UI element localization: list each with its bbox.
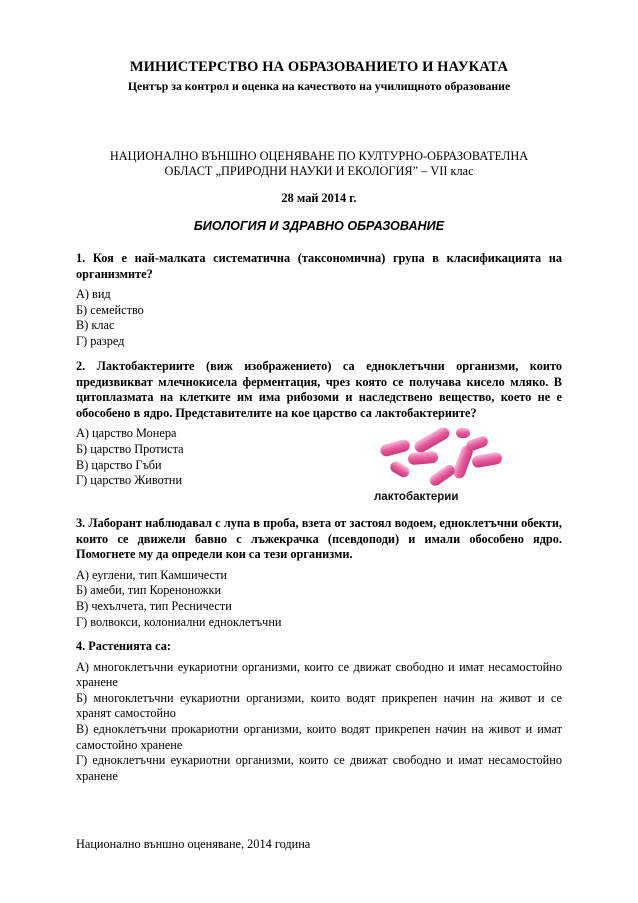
ministry-title: МИНИСТЕРСТВО НА ОБРАЗОВАНИЕТО И НАУКАТА [129,59,509,75]
bacteria-rods [379,425,503,488]
answer-option: В) клас [76,318,115,333]
answer-option: Г) царство Животни [76,473,183,488]
answer-list [76,287,562,349]
answer-option: В) царство Гъби [76,457,162,472]
answer-option: Г) разред [76,333,125,348]
question-1 [76,251,562,350]
subject-title: БИОЛОГИЯ И ЗДРАВНО ОБРАЗОВАНИЕ [193,219,445,233]
center-subtitle: Център за контрол и оценка на качеството на училищното образование [127,79,511,93]
answer-option: В) чехълчета, тип Ресничести [76,598,232,613]
question-text: 1. Коя е най-малката систематична (таксономична) група в класификацията на организмите? [76,251,562,281]
exam-date: 28 май 2014 г. [281,191,357,205]
image-caption: лактобактерии [374,491,459,503]
answer-option: Б) царство Протиста [76,441,184,456]
answer-option: В) едноклетъчни прокариотни организми, които водят прикрепен начин на живот и имат самостойно хранене [76,721,562,752]
question-text: 4. Растенията са: [76,639,172,653]
question-text: 2. Лактобактериите (виж изображението) са едноклетъчни организми, които предизвикват млечнокисела ферментация, чрез която се получава кисело мляко. В цитоплазмата на клетките им има рибозоми и наследствено вещество, което не е обособено в ядро. Представителите на кое царство са лактобактериите? [76,359,562,420]
answer-option: Г) волвокси, колониални едноклетъчни [76,614,282,629]
answer-option: А) царство Монера [76,426,177,441]
answer-list [76,660,562,785]
answer-list [76,568,562,630]
exam-title-line1: НАЦИОНАЛНО ВЪНШНО ОЦЕНЯВАНЕ ПО КУЛТУРНО-ОБРАЗОВАТЕЛНА [109,149,529,163]
answer-option: Б) семейство [76,302,144,317]
answer-option: Б) многоклетъчни еукариотни организми, които водят прикрепен начин на живот и се хранят самостойно [76,690,562,721]
answer-option: А) многоклетъчни еукариотни организми, които се движат свободно и имат несамостойно хранене [76,659,562,690]
page-footer: Национално външно оценяване, 2014 година [76,837,311,851]
question-4 [76,639,562,784]
exam-title-line2: ОБЛАСТ „ПРИРОДНИ НАУКИ И ЕКОЛОГИЯ” – VII клас [164,164,474,178]
question-text: 3. Лаборант наблюдавал с лупа в проба, взета от застоял водоем, едноклетъчни обекти, които се движели бавно с лъжекрачка (псевдоподи) и имали обособено ядро. Помогнете му да определи кои са тези организми. [76,516,562,562]
answer-option: А) вид [76,287,111,302]
answer-option: Г) едноклетъчни еукариотни организми, които се движат свободно и имат несамостойно хранене [76,753,562,783]
question-3 [76,516,562,630]
answer-option: А) еуглени, тип Камшичести [76,567,227,582]
answer-option: Б) амеби, тип Кореноножки [76,583,222,598]
